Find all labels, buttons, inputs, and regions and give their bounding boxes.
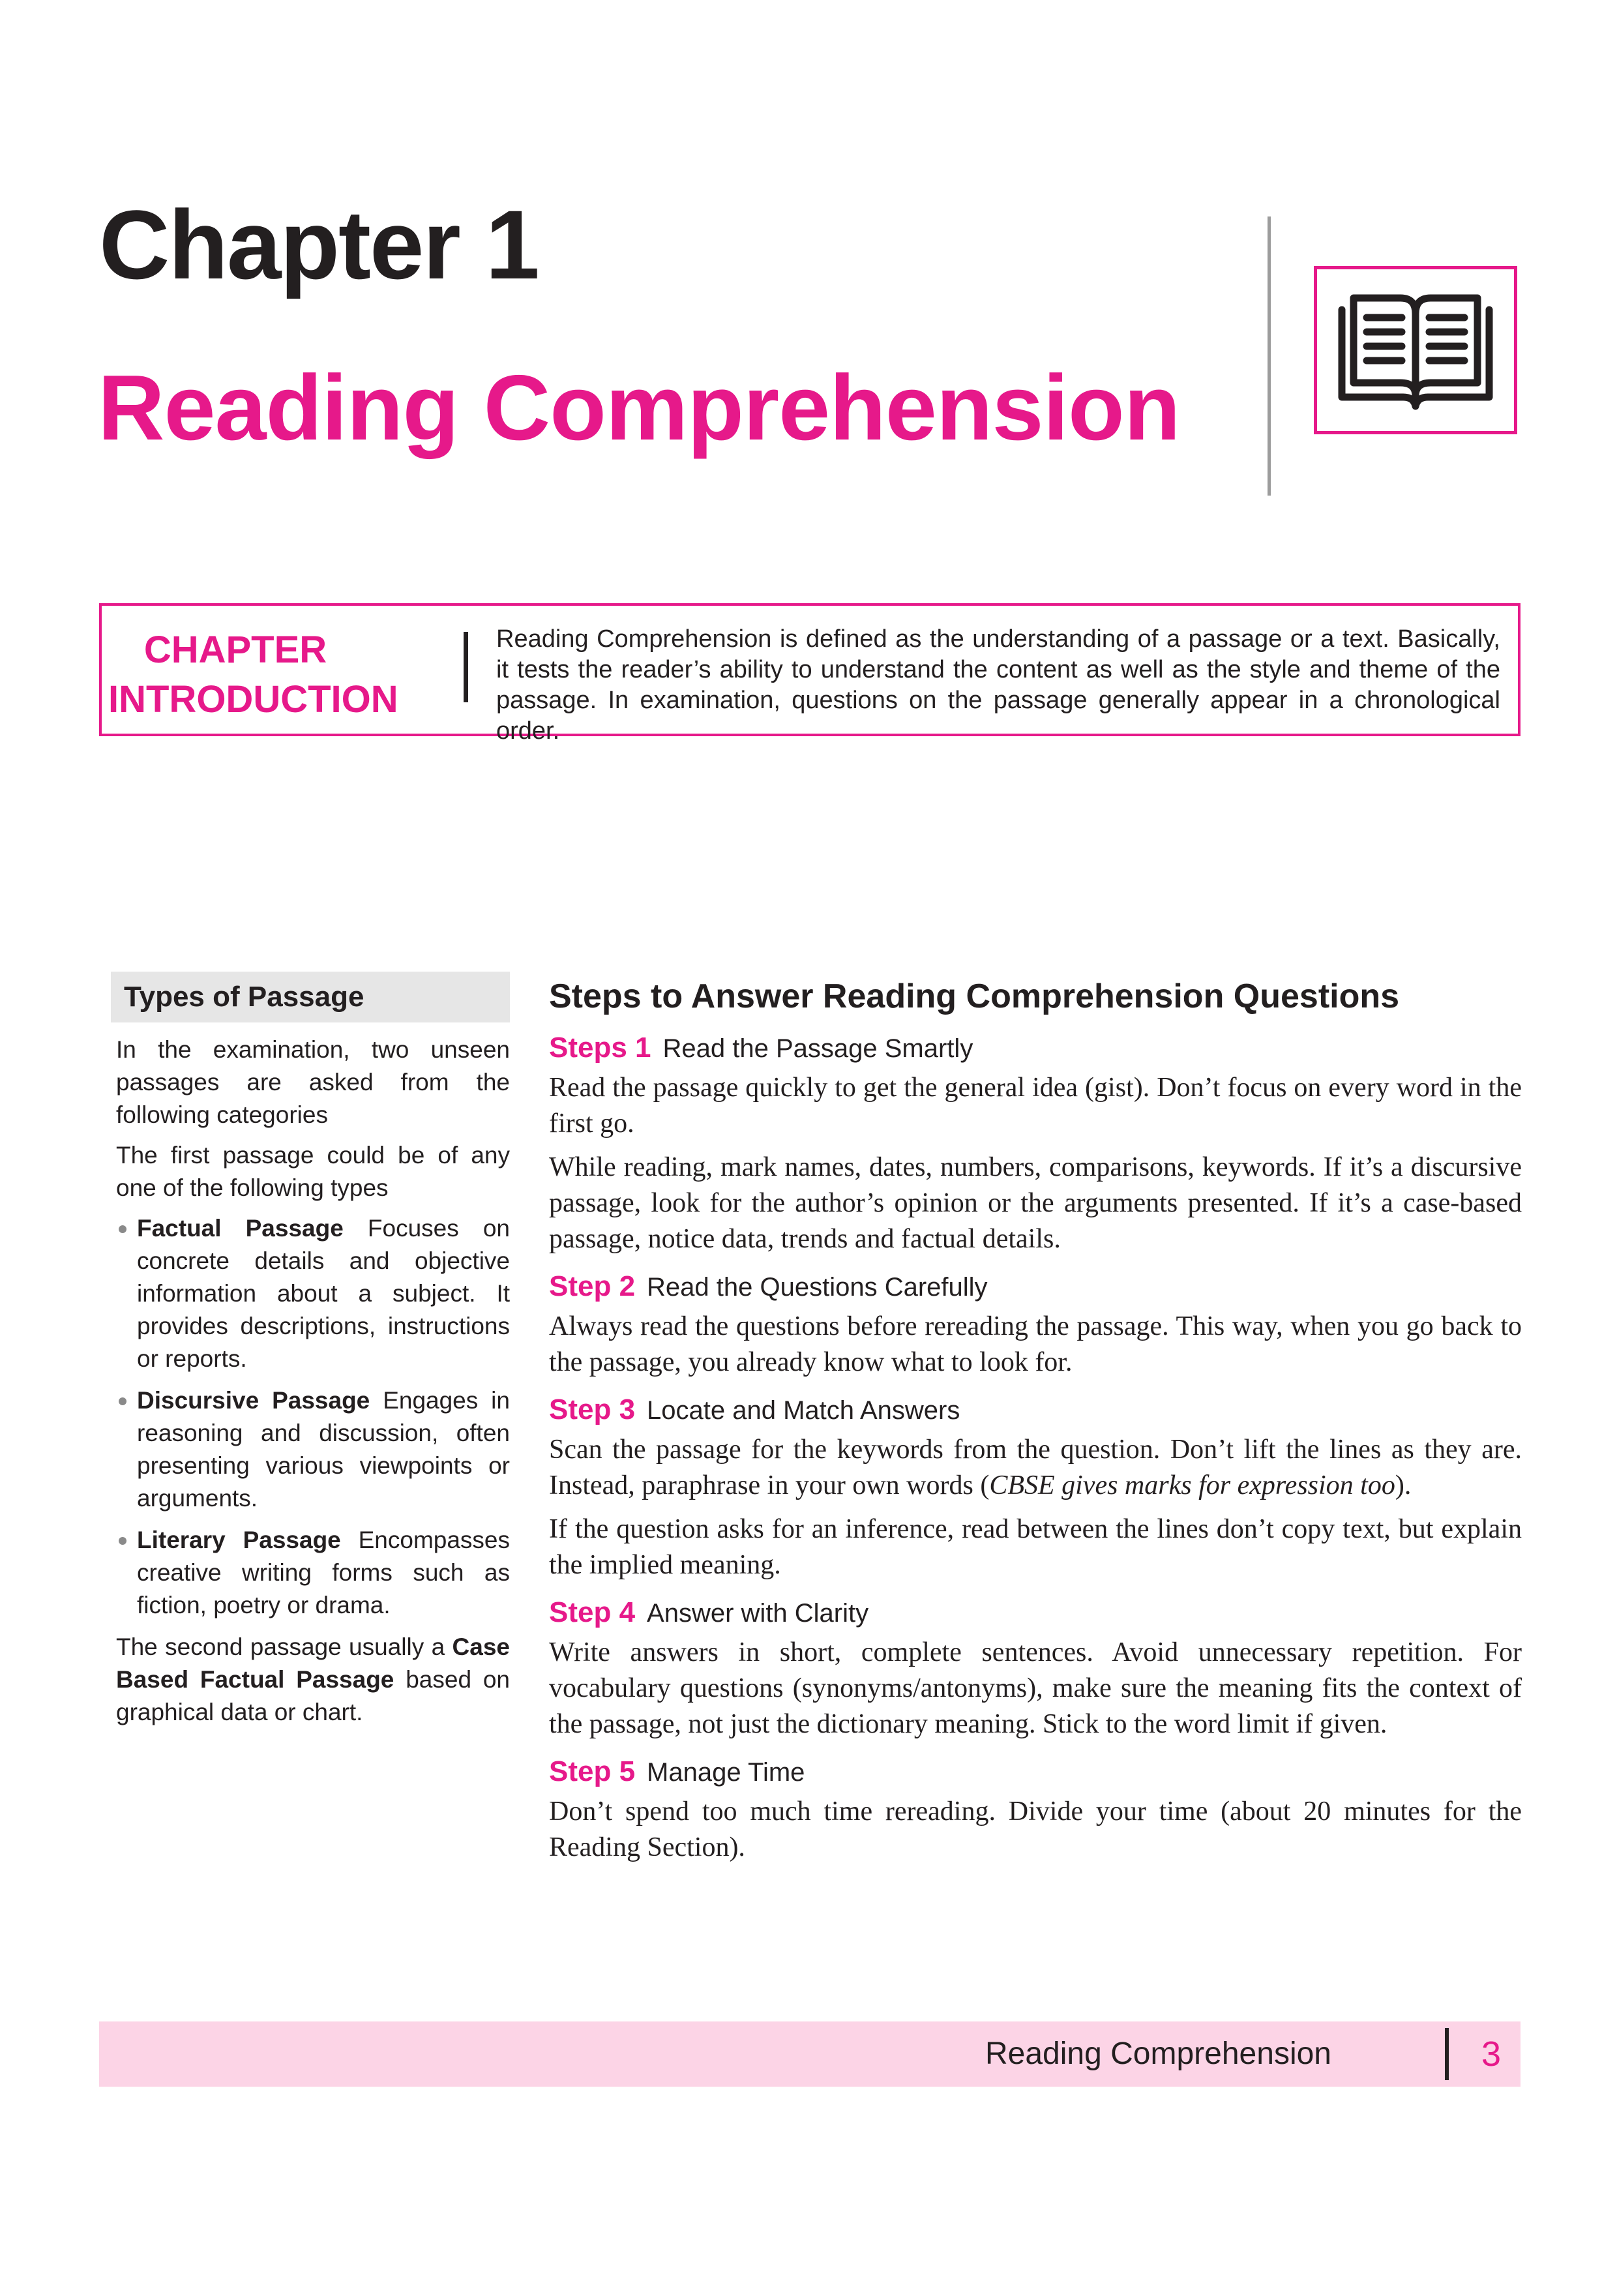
discursive-desc: Engages in reasoning and discussion, often presenting various viewpoints or arguments.	[137, 1387, 510, 1512]
step-5-label: Step 5	[549, 1755, 636, 1787]
list-item-literary	[116, 1524, 510, 1622]
steps-list	[549, 1029, 1522, 1876]
chapter-introduction-box	[99, 603, 1521, 745]
step-1	[549, 1029, 1522, 1257]
step-3-title: Locate and Match Answers	[647, 1396, 960, 1425]
step-5	[549, 1753, 1522, 1866]
factual-term: Factual Passage	[137, 1215, 344, 1242]
list-item-factual	[116, 1212, 510, 1375]
step-5-para-1: Don’t spend too much time rereading. Divide your time (about 20 minutes for the Reading Section).	[549, 1797, 1522, 1862]
step-4-para-1: Write answers in short, complete sentences. Avoid unnecessary repetition. For vocabulary questions (synonyms/antonyms), make sure the meaning fits the context of the passage, not just the dictionary meaning. Stick to the word limit if given.	[549, 1637, 1522, 1739]
passage-types-list	[116, 1212, 510, 1622]
chapter-introduction-heading	[108, 625, 398, 724]
page-number: 3	[1481, 2035, 1502, 2074]
literary-term: Literary Passage	[137, 1527, 341, 1553]
intro-heading-line1: CHAPTER	[143, 629, 327, 671]
step-3-label: Step 3	[549, 1394, 636, 1425]
chapter-title: Reading Comprehension	[98, 356, 1180, 460]
step-3-para-1: Scan the passage for the keywords from the question. Don’t lift the lines as they are. Instead, paraphrase in your own words (CBSE gives marks for expression too).	[549, 1435, 1522, 1500]
intro-heading-line2: INTRODUCTION	[108, 678, 398, 721]
open-book-icon	[1330, 285, 1501, 417]
list-item-discursive	[116, 1384, 510, 1515]
types-of-passage-body	[116, 1034, 510, 1737]
step-3	[549, 1391, 1522, 1583]
cbse-note: CBSE gives marks for expression too	[989, 1470, 1395, 1500]
types-para-1: In the examination, two unseen passages are asked from the following categories	[116, 1036, 510, 1128]
chapter-number: Chapter 1	[99, 190, 539, 299]
header-divider	[1268, 216, 1271, 496]
book-icon-frame	[1314, 266, 1517, 434]
step-1-title: Read the Passage Smartly	[662, 1034, 973, 1063]
types-para-2: The first passage could be of any one of the following types	[116, 1142, 510, 1201]
intro-text: Reading Comprehension is defined as the understanding of a passage or a text. Basically, it tests the reader’s ability to understand the content as well as the style and theme of the passage. In examination, questions on the passage generally appear in a chronological order.	[496, 625, 1500, 745]
step-4	[549, 1594, 1522, 1742]
step-1-label: Steps 1	[549, 1032, 651, 1064]
step-2	[549, 1268, 1522, 1380]
steps-heading: Steps to Answer Reading Comprehension Questions	[549, 977, 1400, 1015]
footer-divider	[1445, 2028, 1449, 2080]
literary-desc: Encompasses creative writing forms such as fiction, poetry or drama.	[137, 1527, 511, 1618]
step-2-title: Read the Questions Carefully	[647, 1273, 988, 1302]
step-5-title: Manage Time	[647, 1758, 805, 1787]
discursive-term: Discursive Passage	[137, 1387, 370, 1414]
types-closing: The second passage usually a Case Based Factual Passage based on graphical data or chart.	[116, 1633, 510, 1725]
step-4-label: Step 4	[549, 1596, 636, 1628]
step-1-para-1: Read the passage quickly to get the general idea (gist). Don’t focus on every word in the first go.	[549, 1073, 1522, 1139]
step-1-para-2: While reading, mark names, dates, numbers, comparisons, keywords. If it’s a discursive passage, look for the author’s opinion or the arguments presented. If it’s a case-based passage, notice data, trends and factual details.	[549, 1152, 1522, 1254]
footer-section-label: Reading Comprehension	[985, 2036, 1331, 2071]
page-footer	[99, 2021, 1521, 2087]
case-based-term: Case Based Factual Passage	[116, 1633, 510, 1693]
types-of-passage-heading: Types of Passage	[111, 972, 510, 1022]
step-4-title: Answer with Clarity	[647, 1599, 869, 1628]
step-3-para-2: If the question asks for an inference, read between the lines don’t copy text, but explain the implied meaning.	[549, 1514, 1522, 1580]
step-2-label: Step 2	[549, 1270, 636, 1302]
factual-desc: Focuses on concrete details and objective information about a subject. It provides descriptions, instructions or reports.	[137, 1215, 510, 1372]
step-2-para-1: Always read the questions before rereading the passage. This way, when you go back to the passage, you already know what to look for.	[549, 1311, 1522, 1377]
intro-divider	[464, 632, 468, 702]
